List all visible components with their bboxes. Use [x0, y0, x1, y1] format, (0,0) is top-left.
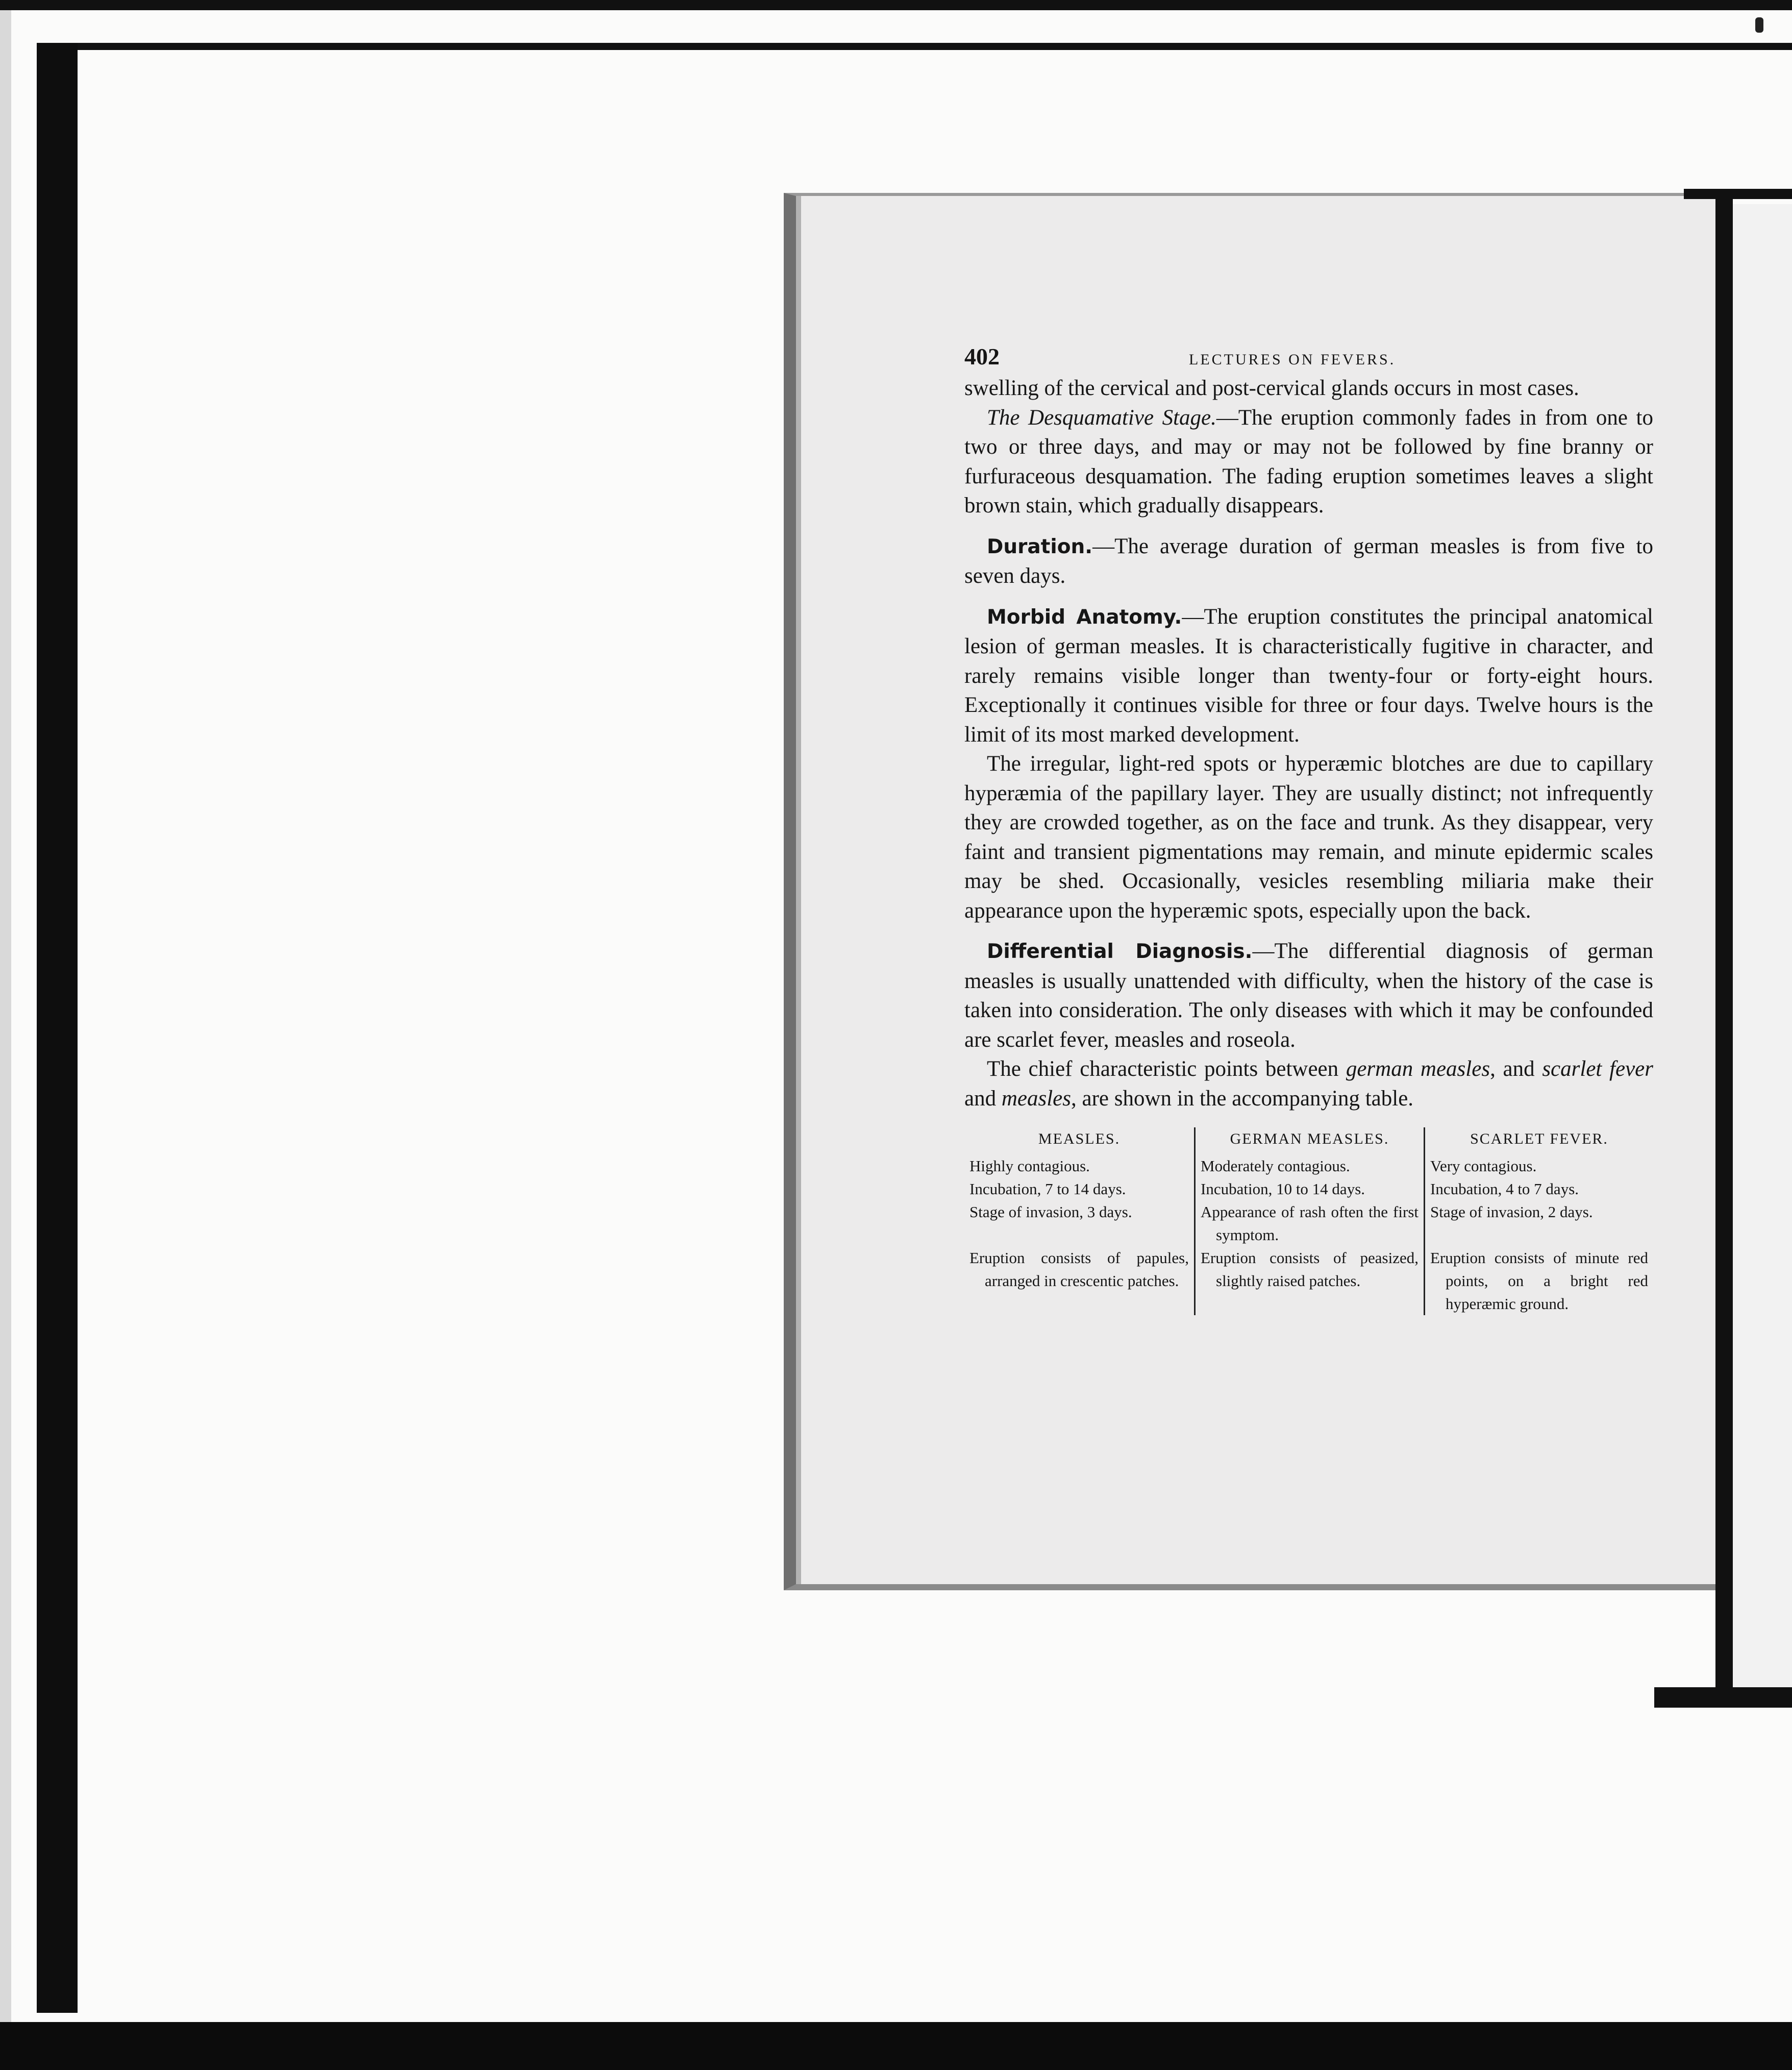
- table-cell: Eruption consists of peasized, slightly raised patches.: [1201, 1249, 1418, 1290]
- scan-mark: [1755, 17, 1763, 33]
- scan-border-bottom: [0, 2022, 1792, 2070]
- scan-rule-top: [77, 43, 1792, 50]
- scan-left-edge: [0, 10, 11, 2022]
- differential-diagnosis-text: —The differential diagnosis of german measles is usually unattended with difficulty, when the history of the case is taken into consideration. The only diseases with which it may be confounded are scarlet fever, measles and roseola.: [964, 939, 1653, 1052]
- paragraph-characteristic-points: [964, 1054, 1653, 1113]
- page-clip-right: [1715, 192, 1733, 1705]
- table-cell: Very contagious.: [1430, 1157, 1537, 1175]
- column-heading: GERMAN MEASLES.: [1230, 1130, 1389, 1147]
- table-cell: Stage of invasion, 3 days.: [969, 1203, 1132, 1221]
- duration-heading: Duration.: [987, 535, 1093, 558]
- table-column-measles: [964, 1127, 1194, 1315]
- table-cell: Highly contagious.: [969, 1157, 1090, 1175]
- table-cell: Incubation, 7 to 14 days.: [969, 1180, 1126, 1198]
- characteristic-points-text-c: , and: [1490, 1057, 1542, 1081]
- table-cell: Incubation, 10 to 14 days.: [1201, 1180, 1365, 1198]
- table-cell: Appearance of rash often the first symptom.: [1201, 1203, 1418, 1244]
- table-spacer: [969, 1223, 1189, 1246]
- table-cell: Eruption consists of minute red points, on a bright red hyperæmic ground.: [1430, 1249, 1648, 1313]
- comparison-table: [964, 1127, 1653, 1315]
- characteristic-points-scarlet-fever: scarlet fever: [1542, 1057, 1653, 1081]
- page-content: [964, 342, 1653, 1315]
- adjacent-page-edge: [1733, 204, 1792, 1687]
- table-column-german-measles: [1194, 1127, 1424, 1315]
- table-spacer: [1430, 1223, 1648, 1246]
- morbid-anatomy-heading: Morbid Anatomy.: [987, 605, 1182, 629]
- table-cell: Incubation, 4 to 7 days.: [1430, 1180, 1579, 1198]
- paragraph-desquamative-stage: [964, 403, 1653, 521]
- page-clip-bottom: [1654, 1687, 1792, 1708]
- duration-text: —The average duration of german measles is from five to seven days.: [964, 534, 1653, 588]
- paragraph-swelling: swelling of the cervical and post-cervical glands occurs in most cases.: [964, 376, 1579, 400]
- characteristic-points-german-measles: german measles: [1346, 1057, 1490, 1081]
- scan-rule-left: [37, 43, 78, 2013]
- characteristic-points-text-g: , are shown in the accompanying table.: [1071, 1086, 1414, 1111]
- table-cell: Stage of invasion, 2 days.: [1430, 1203, 1593, 1221]
- table-column-scarlet-fever: [1424, 1127, 1653, 1315]
- page-number: 402: [964, 343, 1000, 369]
- desquamative-stage-text: —The eruption commonly fades in from one to two or three days, and may or may not be followed by fine branny or furfuraceous desquamation. The fading eruption sometimes leaves a slight brown stain, which gradually disappears.: [964, 405, 1653, 518]
- column-heading: MEASLES.: [1038, 1130, 1121, 1147]
- paragraph-duration: [964, 532, 1653, 591]
- column-heading: SCARLET FEVER.: [1470, 1130, 1608, 1147]
- table-cell: Moderately contagious.: [1201, 1157, 1350, 1175]
- morbid-anatomy-text: —The eruption constitutes the principal anatomical lesion of german measles. It is characteristically fugitive in character, and rarely remains visible longer than twenty-four or forty-eight hours. Exceptionally it continues visible for three or four days. Twelve hours is the limit of its most marked development.: [964, 604, 1653, 747]
- table-cell: Eruption consists of papules, arranged in crescentic patches.: [969, 1249, 1189, 1290]
- differential-diagnosis-heading: Differential Diagnosis.: [987, 940, 1253, 963]
- desquamative-stage-label: The Desquamative Stage.: [987, 405, 1216, 430]
- characteristic-points-text-e: and: [964, 1086, 1002, 1111]
- paragraph-differential-diagnosis: [964, 937, 1653, 1054]
- running-title: LECTURES ON FEVERS.: [1189, 351, 1396, 368]
- characteristic-points-text-a: The chief characteristic points between: [987, 1057, 1346, 1081]
- scan-border-top: [0, 0, 1792, 10]
- paragraph-morbid-anatomy: [964, 602, 1653, 750]
- paragraph-hyperaemic-spots: The irregular, light-red spots or hyperæmic blotches are due to capillary hyperæmia of the papillary layer. They are usually distinct; not infrequently they are crowded together, as on the face and trunk. As they disappear, very faint and transient pigmentations may remain, and minute epidermic scales may be shed. Occasionally, vesicles resembling miliaria make their appearance upon the hyperæmic spots, especially upon the back.: [964, 752, 1653, 923]
- page-clip-top: [1684, 189, 1792, 199]
- running-head: [964, 342, 1653, 374]
- characteristic-points-measles: measles: [1001, 1086, 1071, 1111]
